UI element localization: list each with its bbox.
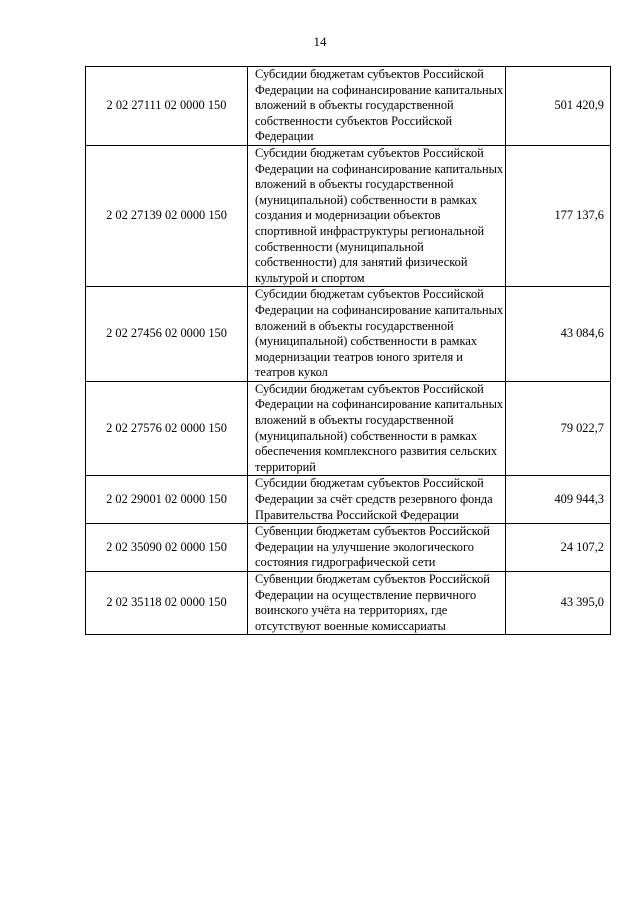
budget-code-cell: 2 02 35118 02 0000 150: [86, 572, 248, 635]
table-row: [86, 524, 611, 572]
budget-code-cell: 2 02 27139 02 0000 150: [86, 145, 248, 286]
amount-cell: 177 137,6: [506, 145, 611, 286]
amount-cell: 79 022,7: [506, 381, 611, 476]
description-cell: Субвенции бюджетам субъектов Российской Федерации на осуществление первичного воинского учёта на территориях, где отсутствуют военные комиссариаты: [248, 572, 506, 635]
budget-code-cell: 2 02 29001 02 0000 150: [86, 476, 248, 524]
description-cell: Субсидии бюджетам субъектов Российской Федерации за счёт средств резервного фонда Правительства Российской Федерации: [248, 476, 506, 524]
amount-cell: 43 084,6: [506, 287, 611, 382]
table-row: [86, 476, 611, 524]
description-cell: Субсидии бюджетам субъектов Российской Федерации на софинансирование капитальных вложений в объекты государственной (муниципальной) собственности в рамках создания и модернизации объектов спортивной инфраструктуры региональной собственности (муниципальной собственности) для занятий физической культурой и спортом: [248, 145, 506, 286]
table-row: [86, 67, 611, 146]
amount-cell: 43 395,0: [506, 572, 611, 635]
amount-cell: 501 420,9: [506, 67, 611, 146]
description-cell: Субсидии бюджетам субъектов Российской Федерации на софинансирование капитальных вложений в объекты государственной собственности субъектов Российской Федерации: [248, 67, 506, 146]
table-row: [86, 287, 611, 382]
budget-code-cell: 2 02 27576 02 0000 150: [86, 381, 248, 476]
amount-cell: 24 107,2: [506, 524, 611, 572]
page-number: 14: [313, 34, 327, 49]
budget-code-cell: 2 02 27111 02 0000 150: [86, 67, 248, 146]
table-row: [86, 381, 611, 476]
table-row: [86, 572, 611, 635]
description-cell: Субсидии бюджетам субъектов Российской Федерации на софинансирование капитальных вложений в объекты государственной (муниципальной) собственности в рамках обеспечения комплексного развития сельских территорий: [248, 381, 506, 476]
budget-code-cell: 2 02 27456 02 0000 150: [86, 287, 248, 382]
budget-revenue-table: [85, 66, 611, 635]
amount-cell: 409 944,3: [506, 476, 611, 524]
description-cell: Субсидии бюджетам субъектов Российской Федерации на софинансирование капитальных вложений в объекты государственной (муниципальной) собственности в рамках модернизации театров юного зрителя и театров кукол: [248, 287, 506, 382]
description-cell: Субвенции бюджетам субъектов Российской Федерации на улучшение экологического состояния гидрографической сети: [248, 524, 506, 572]
budget-code-cell: 2 02 35090 02 0000 150: [86, 524, 248, 572]
table-row: [86, 145, 611, 286]
